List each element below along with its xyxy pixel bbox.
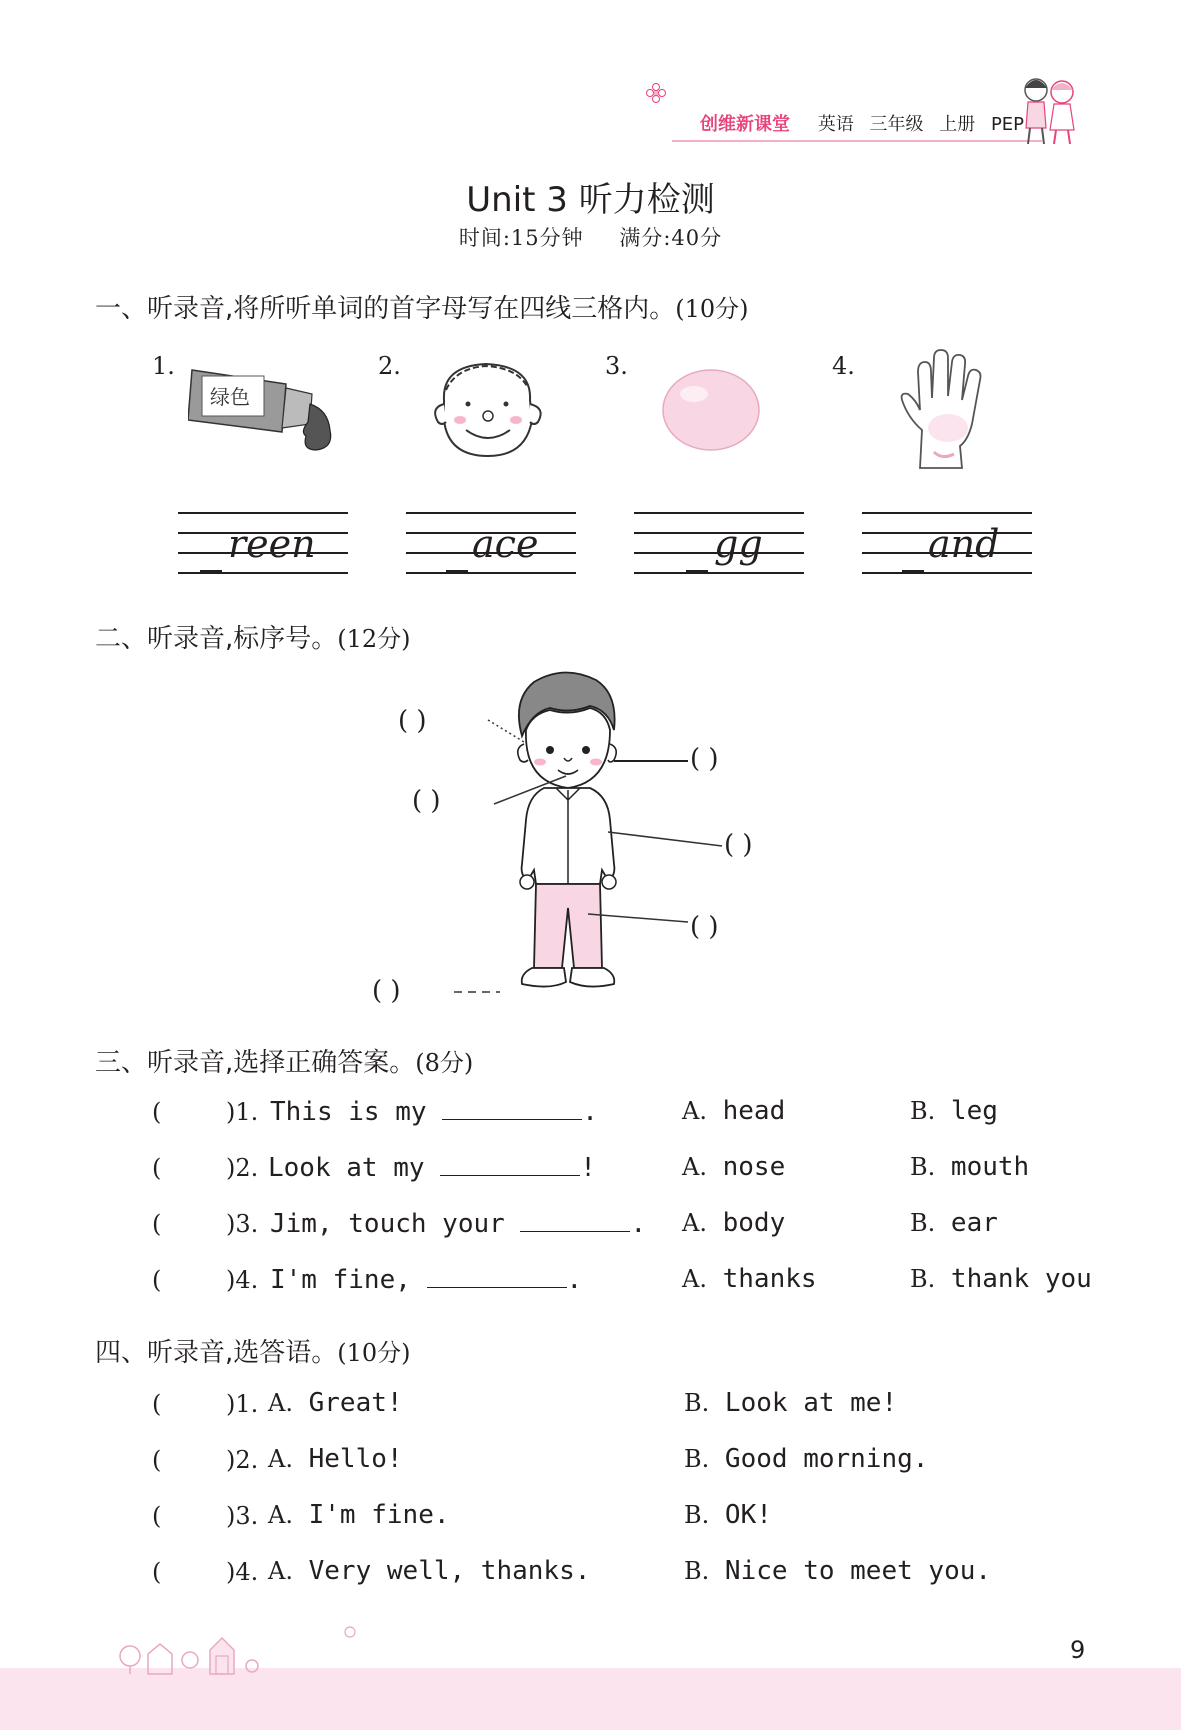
hand-icon: [898, 348, 986, 473]
open-paren: (: [152, 1154, 162, 1182]
question-number: )3.: [226, 1502, 259, 1530]
option-a[interactable]: A. I'm fine.: [268, 1500, 450, 1530]
option-a[interactable]: A. Very well, thanks.: [268, 1556, 591, 1586]
open-paren: (: [152, 1266, 162, 1294]
option-b[interactable]: B. Look at me!: [684, 1388, 898, 1418]
answer-bracket[interactable]: ( ): [412, 786, 441, 816]
leader-line: [606, 830, 724, 848]
paint-label: 绿色: [210, 385, 250, 409]
blank-slot: [446, 570, 468, 572]
answer-blank[interactable]: [520, 1208, 630, 1232]
page-subtitle: [0, 222, 1181, 252]
question-number: )1.: [226, 1390, 259, 1418]
leader-line: [614, 760, 688, 762]
option-b[interactable]: B. thank you: [910, 1264, 1092, 1294]
open-paren: (: [152, 1210, 162, 1238]
answer-bracket[interactable]: ( ): [398, 706, 427, 736]
header-divider: [672, 140, 1042, 142]
option-a[interactable]: A. nose: [682, 1152, 786, 1182]
question-text: I'm fine, .: [270, 1265, 583, 1295]
full-score: 满分:40分: [619, 226, 723, 250]
question-row: [152, 1388, 161, 1419]
question-number: )4.: [226, 1266, 259, 1294]
open-paren: (: [152, 1390, 162, 1418]
question-row: [152, 1444, 161, 1475]
option-b[interactable]: B. OK!: [684, 1500, 772, 1530]
option-b[interactable]: B. ear: [910, 1208, 998, 1238]
answer-blank[interactable]: [440, 1152, 580, 1176]
word-suffix: ace: [472, 522, 539, 566]
question-text: Look at my !: [268, 1153, 596, 1183]
answer-bracket[interactable]: ( ): [690, 744, 719, 774]
item-number: 2.: [378, 352, 401, 380]
open-paren: (: [152, 1558, 162, 1586]
answer-bracket[interactable]: ( ): [724, 830, 753, 860]
option-b[interactable]: B. mouth: [910, 1152, 1030, 1182]
section-4-heading: 四、听录音,选答语。(10分): [95, 1338, 411, 1368]
word-suffix: and: [928, 522, 1000, 566]
page-header: [700, 110, 1034, 136]
question-number: )3.: [226, 1210, 259, 1238]
grade: 三年级: [869, 114, 924, 135]
item-number: 3.: [605, 352, 628, 380]
section-1-heading: 一、听录音,将所听单词的首字母写在四线三格内。(10分): [95, 294, 749, 324]
blank-slot: [902, 570, 924, 572]
page-title: Unit 3 听力检测: [466, 180, 715, 220]
open-paren: (: [152, 1502, 162, 1530]
option-b[interactable]: B. Nice to meet you.: [684, 1556, 992, 1586]
flower-icon: [645, 82, 667, 104]
question-row: [152, 1500, 161, 1531]
question-row: [152, 1208, 161, 1239]
option-a[interactable]: A. Great!: [268, 1388, 403, 1418]
question-number: )1.: [226, 1098, 259, 1126]
blank-slot: [686, 570, 708, 572]
question-number: )4.: [226, 1558, 259, 1586]
answer-bracket[interactable]: ( ): [690, 912, 719, 942]
subject: 英语: [817, 114, 854, 135]
leader-line: [586, 910, 690, 926]
question-row: [152, 1152, 161, 1183]
writing-grid[interactable]: [406, 512, 576, 576]
footer-band: [0, 1668, 1181, 1730]
brand-name: 创维新课堂: [700, 114, 790, 135]
answer-blank[interactable]: [442, 1096, 582, 1120]
question-text: Jim, touch your .: [270, 1209, 647, 1239]
answer-blank[interactable]: [427, 1264, 567, 1288]
question-row: [152, 1556, 161, 1587]
option-a[interactable]: A. thanks: [682, 1264, 817, 1294]
item-number: 4.: [832, 352, 855, 380]
option-b[interactable]: B. Good morning.: [684, 1444, 929, 1474]
item-number: 1.: [152, 352, 175, 380]
page-number: 9: [1070, 1636, 1086, 1664]
edition: PEP: [990, 114, 1025, 135]
section-2-heading: 二、听录音,标序号。(12分): [95, 624, 411, 654]
word-suffix: gg: [714, 522, 763, 566]
leader-line: [492, 772, 568, 808]
time-limit: 时间:15分钟: [458, 226, 584, 250]
option-b[interactable]: B. leg: [910, 1096, 998, 1126]
answer-bracket[interactable]: ( ): [372, 976, 401, 1006]
question-number: )2.: [226, 1154, 259, 1182]
open-paren: (: [152, 1446, 162, 1474]
term: 上册: [939, 114, 976, 135]
question-text: This is my .: [270, 1097, 598, 1127]
kids-mascot-icon: [1010, 70, 1090, 150]
question-row: [152, 1096, 161, 1127]
writing-grid[interactable]: [178, 512, 348, 576]
leader-line-dashed: [452, 988, 502, 996]
egg-icon: [660, 368, 762, 452]
open-paren: (: [152, 1098, 162, 1126]
green-paint-icon: [188, 362, 343, 457]
option-a[interactable]: A. Hello!: [268, 1444, 403, 1474]
option-a[interactable]: A. body: [682, 1208, 786, 1238]
blank-slot: [200, 570, 222, 572]
option-a[interactable]: A. head: [682, 1096, 786, 1126]
leader-line-dotted: [486, 716, 526, 746]
question-number: )2.: [226, 1446, 259, 1474]
writing-grid[interactable]: [634, 512, 804, 576]
question-row: [152, 1264, 161, 1295]
house-trees-icon: [110, 1620, 370, 1676]
writing-grid[interactable]: [862, 512, 1032, 576]
section-3-heading: 三、听录音,选择正确答案。(8分): [95, 1048, 474, 1078]
face-icon: [426, 360, 552, 460]
word-suffix: reen: [228, 522, 316, 566]
